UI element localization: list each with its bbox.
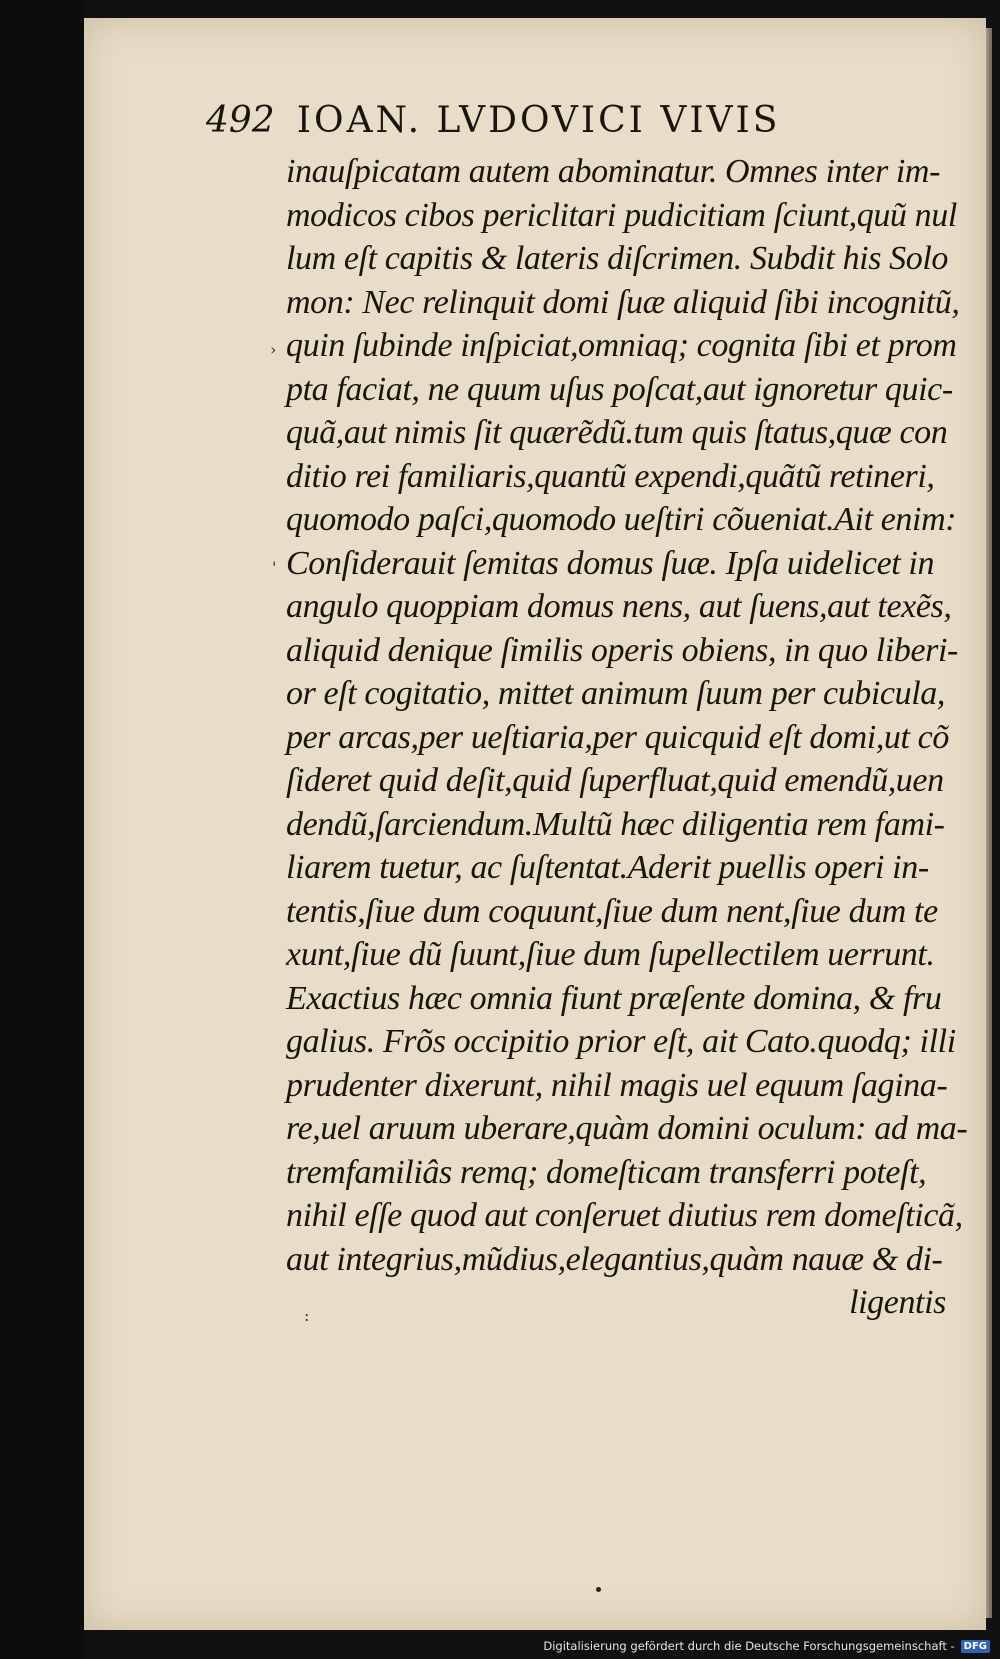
- text-line: prudenter dixerunt, nihil magis uel equum ſagina-: [286, 1066, 948, 1104]
- digitization-footer: [543, 1635, 990, 1657]
- funding-credit: Digitalisierung gefördert durch die Deutsche Forschungsgemeinschaft -: [543, 1639, 955, 1653]
- body-text: [286, 150, 968, 1325]
- text-line: tremfamiliâs remq; domeſticam transferri poteſt,: [286, 1153, 927, 1191]
- scan-background: [0, 0, 84, 1659]
- text-line: modicos cibos periclitari pudicitiam ſciunt,quũ nul: [286, 196, 957, 234]
- text-line: ditio rei familiaris,quantũ expendi,quãtũ retineri,: [286, 457, 935, 495]
- text-line: galius. Frõs occipitio prior eſt, ait Cato.quodq; illi: [286, 1023, 956, 1060]
- text-line: tentis,ſiue dum coquunt,ſiue dum nent,ſiue dum te: [286, 892, 938, 930]
- page-number: 492: [206, 100, 275, 141]
- text-line: xunt,ſiue dũ ſuunt,ſiue dum ſupellectilem uerrunt.: [286, 936, 935, 973]
- text-line: nihil eſſe quod aut conſeruet diutius rem domeſticã,: [286, 1197, 963, 1234]
- text-line: dendũ,ſarciendum.Multũ hæc diligentia rem fami-: [286, 805, 945, 843]
- text-line: inauſpicatam autem abominatur. Omnes inter im-: [286, 153, 940, 190]
- text-line: liarem tuetur, ac ſuſtentat.Aderit puellis operi in-: [286, 849, 929, 886]
- running-head: [206, 100, 906, 141]
- text-line: Conſiderauit ſemitas domus ſuæ. Ipſa uidelicet in: [286, 544, 935, 582]
- text-line: re,uel aruum uberare,quàm domini oculum: ad ma-: [286, 1110, 968, 1147]
- text-line: lum eſt capitis & lateris diſcrimen. Subdit his Solo: [286, 240, 949, 277]
- running-title: IOAN. LVDOVICI VIVIS: [296, 100, 781, 141]
- text-line: or eſt cogitatio, mittet animum ſuum per cubicula,: [286, 675, 945, 712]
- text-line: quomodo paſci,quomodo ueſtiri cõueniat.Ait enim:: [286, 501, 957, 538]
- text-line: per arcas,per ueſtiaria,per quicquid eſt domi,ut cõ: [286, 718, 949, 756]
- text-line: quã,aut nimis ſit quærẽdũ.tum quis ſtatus,quæ con: [286, 414, 948, 451]
- text-line: aliquid denique ſimilis operis obiens, in quo liberi-: [286, 631, 958, 669]
- catchword: ligentis: [849, 1284, 946, 1321]
- text-line: angulo quoppiam domus nens, aut ſuens,aut texẽs,: [286, 588, 952, 625]
- margin-mark: ': [272, 558, 277, 577]
- text-line: ſideret quid deſit,quid ſuperfluat,quid emendũ,uen: [286, 762, 944, 799]
- margin-mark: ›: [270, 340, 277, 359]
- text-line: aut integrius,mũdius,elegantius,quàm nauæ & di-: [286, 1240, 943, 1278]
- text-line: quin ſubinde inſpiciat,omniaq; cognita ſibi et prom: [286, 327, 957, 364]
- margin-mark: :: [304, 1306, 310, 1325]
- dfg-logo: DFG: [961, 1640, 990, 1653]
- text-line: pta faciat, ne quum uſus poſcat,aut ignoretur quic-: [286, 370, 953, 408]
- page-speck: [596, 1587, 601, 1592]
- text-line: mon: Nec relinquit domi ſuæ aliquid ſibi incognitũ,: [286, 283, 960, 321]
- text-line: Exactius hæc omnia fiunt præſente domina, & fru: [286, 979, 942, 1017]
